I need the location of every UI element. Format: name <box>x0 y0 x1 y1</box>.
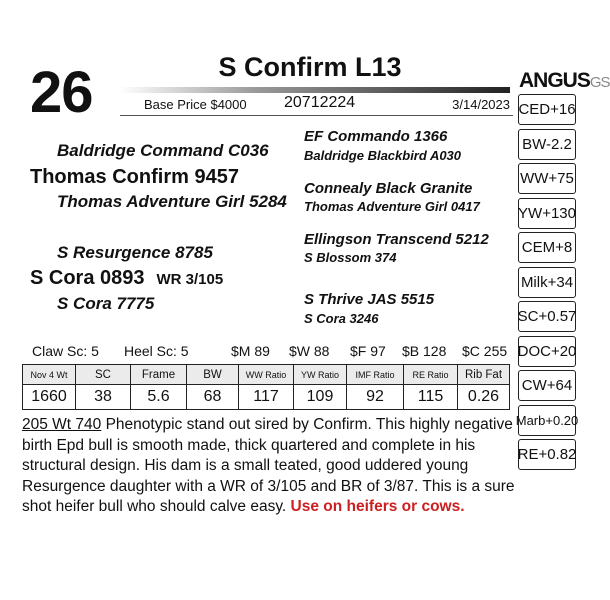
great-grand-dam-4: S Cora 3246 <box>304 311 379 326</box>
weaning-weight: 205 Wt 740 <box>22 416 102 433</box>
table-cell: 5.6 <box>131 385 187 410</box>
title-underline <box>120 87 510 93</box>
table-cell: 1660 <box>23 385 76 410</box>
table-cell: 68 <box>187 385 239 410</box>
animal-name: S Confirm L13 <box>218 52 402 82</box>
epd-marb: Marb+0.20 <box>518 405 576 436</box>
sire: Thomas Confirm 9457 <box>30 166 239 188</box>
claw-score: Claw Sc: 5 <box>32 343 99 359</box>
epd-column <box>515 94 579 474</box>
table-header-cell: Frame <box>131 365 187 385</box>
table-header-cell: IMF Ratio <box>347 365 404 385</box>
epd-ced: CED+16 <box>518 94 576 125</box>
epd-re: RE+0.82 <box>518 439 576 470</box>
table-cell: 117 <box>239 385 294 410</box>
performance-table <box>22 364 510 410</box>
registration-number: 20712224 <box>284 94 356 111</box>
angus-logo <box>519 70 610 91</box>
great-grand-dam-3: S Blossom 374 <box>304 250 397 265</box>
dam-sire: S Resurgence 8785 <box>57 243 213 262</box>
great-grand-dam-2: Thomas Adventure Girl 0417 <box>304 199 480 214</box>
epd-cem: CEM+8 <box>518 232 576 263</box>
angus-logo-main: ANGUS <box>519 69 590 92</box>
epd-cw: CW+64 <box>518 370 576 401</box>
dam-name: S Cora 0893 <box>30 267 145 289</box>
table-header-cell: RE Ratio <box>404 365 458 385</box>
table-header-cell: WW Ratio <box>239 365 294 385</box>
table-cell: 38 <box>76 385 131 410</box>
great-grand-sire-4: S Thrive JAS 5515 <box>304 291 435 308</box>
table-cell: 92 <box>347 385 404 410</box>
epd-yw: YW+130 <box>518 198 576 229</box>
sire-dam: Thomas Adventure Girl 5284 <box>57 192 287 211</box>
usage-note: Use on heifers or cows. <box>290 498 465 515</box>
table-cell: 109 <box>294 385 347 410</box>
description-text: Phenotypic stand out sired by Confirm. This highly negative birth Epd bull is smooth made, thick quartered and complete in his structural design. His dam is a small teated, good uddered young Resurgence daughter with a WR of 3/105 and BR of 3/87. This is a sure shot heifer bull who should calve easy. <box>22 416 515 515</box>
heel-score: Heel Sc: 5 <box>124 343 189 359</box>
table-header-cell: YW Ratio <box>294 365 347 385</box>
dam-dam: S Cora 7775 <box>57 294 155 313</box>
angus-logo-suffix: GS <box>589 74 610 91</box>
index-stats <box>32 343 522 361</box>
base-price: Base Price $4000 <box>144 97 247 112</box>
epd-doc: DOC+20 <box>518 336 576 367</box>
table-header-cell: Nov 4 Wt <box>23 365 76 385</box>
dam-weaning-ratio: WR 3/105 <box>156 271 224 288</box>
description <box>22 415 522 518</box>
great-grand-sire-2: Connealy Black Granite <box>304 180 473 197</box>
dam <box>30 268 223 288</box>
price-line <box>144 96 514 114</box>
table-cell: 0.26 <box>458 385 510 410</box>
sire-sire: Baldridge Command C036 <box>57 141 269 160</box>
index-w: $W 88 <box>289 343 330 359</box>
table-cell: 115 <box>404 385 458 410</box>
great-grand-sire-3: Ellingson Transcend 5212 <box>304 231 489 248</box>
great-grand-dam-1: Baldridge Blackbird A030 <box>304 148 462 163</box>
table-header-row <box>23 365 510 385</box>
great-grand-sire-1: EF Commando 1366 <box>304 128 448 145</box>
table-header-cell: BW <box>187 365 239 385</box>
index-c: $C 255 <box>462 343 508 359</box>
table-row <box>23 385 510 410</box>
epd-bw: BW-2.2 <box>518 129 576 160</box>
birth-date: 3/14/2023 <box>452 97 510 112</box>
index-b: $B 128 <box>402 343 447 359</box>
epd-milk: Milk+34 <box>518 267 576 298</box>
table-header-cell: Rib Fat <box>458 365 510 385</box>
epd-sc: SC+0.57 <box>518 301 576 332</box>
price-divider <box>120 115 513 116</box>
epd-ww: WW+75 <box>518 163 576 194</box>
lot-number: 26 <box>30 60 93 125</box>
index-f: $F 97 <box>350 343 386 359</box>
table-header-cell: SC <box>76 365 131 385</box>
index-m: $M 89 <box>231 343 270 359</box>
